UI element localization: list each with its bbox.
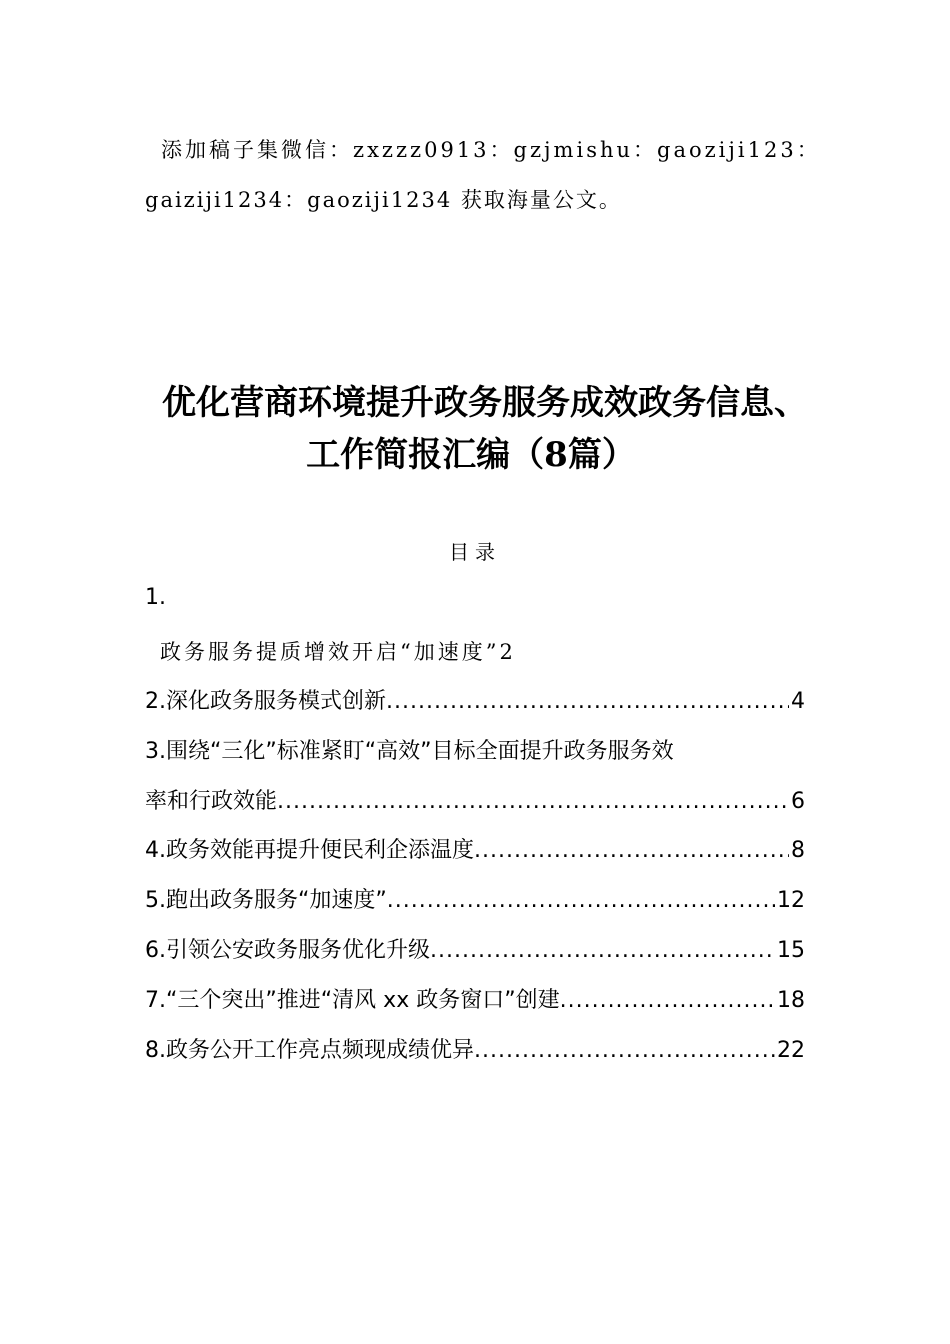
toc-item-label: 4.政务效能再提升便民利企添温度 — [145, 838, 474, 863]
toc-item-8[interactable] — [145, 1033, 805, 1064]
toc-item-label: 率和行政效能 — [145, 789, 278, 814]
toc-leader-dots — [386, 689, 789, 714]
wechat-notice-line-1: 添加稿子集微信：zxzzz0913：gzjmishu：gaoziji123： — [161, 138, 821, 162]
toc-item-3-line-1[interactable]: 3.围绕“三化”标准紧盯“高效”目标全面提升政务服务效 — [145, 739, 674, 764]
document-title-line-2: 工作简报汇编（8篇） — [306, 435, 636, 475]
toc-item-3-line-2[interactable] — [145, 784, 805, 815]
toc-page-number: 22 — [777, 1038, 805, 1063]
toc-leader-dots — [560, 988, 775, 1013]
toc-leader-dots — [430, 938, 775, 963]
toc-item-1-title: 政务服务提质增效开启“加速度”2 — [160, 640, 516, 664]
toc-item-label: 7.“三个突出”推进“清风 xx 政务窗口”创建 — [145, 988, 560, 1013]
toc-item-6[interactable] — [145, 933, 805, 964]
toc-item-7[interactable] — [145, 983, 805, 1014]
wechat-notice-line-2: gaiziji1234：gaoziji1234 获取海量公文。 — [145, 188, 622, 212]
toc-item-label: 5.跑出政务服务“加速度” — [145, 888, 387, 913]
toc-item-label: 2.深化政务服务模式创新 — [145, 689, 386, 714]
toc-item-label: 6.引领公安政务服务优化升级 — [145, 938, 430, 963]
toc-item-4[interactable] — [145, 833, 805, 864]
toc-item-5[interactable] — [145, 883, 805, 914]
toc-page-number: 15 — [777, 938, 805, 963]
toc-item-2[interactable] — [145, 684, 805, 715]
toc-heading: 目录 — [449, 540, 501, 564]
toc-page-number: 4 — [791, 689, 805, 714]
toc-leader-dots — [277, 789, 789, 814]
toc-page-number: 18 — [777, 988, 805, 1013]
toc-leader-dots — [387, 888, 775, 913]
toc-page-number: 6 — [791, 789, 805, 814]
toc-leader-dots — [474, 1038, 775, 1063]
toc-page-number: 8 — [791, 838, 805, 863]
toc-page-number: 12 — [777, 888, 805, 913]
toc-item-1-number: 1. — [145, 585, 166, 610]
toc-item-label: 8.政务公开工作亮点频现成绩优异 — [145, 1038, 474, 1063]
document-title-line-1: 优化营商环境提升政务服务成效政务信息、 — [162, 383, 808, 423]
toc-leader-dots — [474, 838, 789, 863]
